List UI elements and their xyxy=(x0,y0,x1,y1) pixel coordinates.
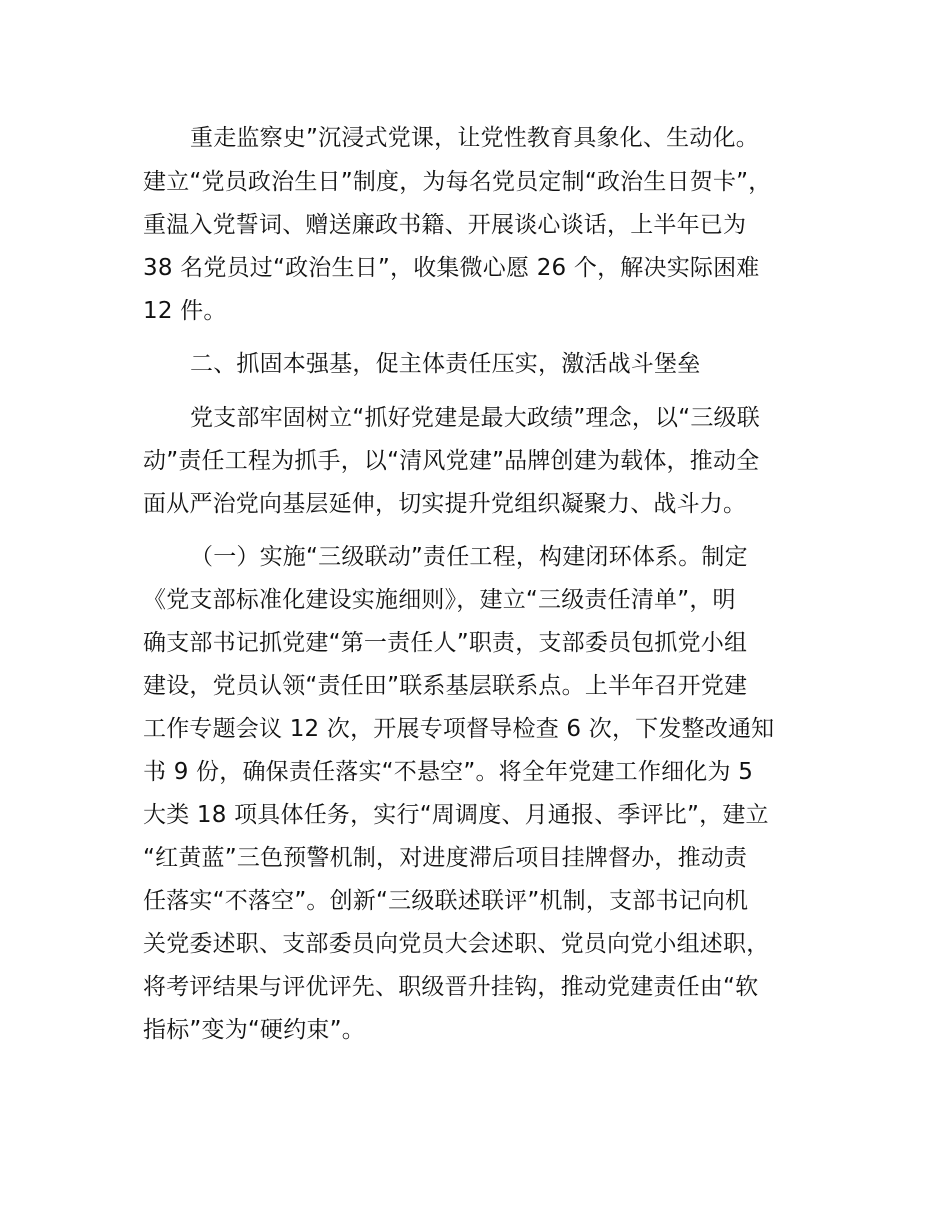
text-line: 面从严治党向基层延伸，切实提升党组织凝聚力、战斗力。 xyxy=(143,491,747,517)
text-line: 动”责任工程为抓手，以“清风党建”品牌创建为载体，推动全 xyxy=(143,448,760,474)
text-line: 重温入党誓词、赠送廉政书籍、开展谈心谈话，上半年已为 xyxy=(143,212,747,238)
text-line: “红黄蓝”三色预警机制，对进度滞后项目挂牌督办，推动责 xyxy=(143,845,748,871)
text-line: 工作专题会议 12 次，开展专项督导检查 6 次，下发整改通知 xyxy=(143,716,775,742)
text-line: 书 9 份，确保责任落实“不悬空”。将全年党建工作细化为 5 xyxy=(143,759,754,785)
text-line: 重走监察史”沉浸式党课，让党性教育具象化、生动化。 xyxy=(190,125,759,151)
text-line: 12 件。 xyxy=(143,298,227,324)
text-line: 关党委述职、支部委员向党员大会述职、党员向党小组述职， xyxy=(143,931,770,957)
text-line: 任落实“不落空”。创新“三级联述联评”机制，支部书记向机 xyxy=(143,888,749,914)
text-line: 38 名党员过“政治生日”，收集微心愿 26 个，解决实际困难 xyxy=(143,255,760,281)
text-line: 将考评结果与评优评先、职级晋升挂钩，推动党建责任由“软 xyxy=(143,974,759,1000)
text-line: 建立“党员政治生日”制度，为每名党员定制“政治生日贺卡”， xyxy=(143,169,772,195)
text-line: 指标”变为“硬约束”。 xyxy=(143,1017,365,1043)
subsection-start-line: （一）实施“三级联动”责任工程，构建闭环体系。制定 xyxy=(190,544,748,570)
section-heading: 二、抓固本强基，促主体责任压实，激活战斗堡垒 xyxy=(190,351,701,377)
text-line: 确支部书记抓党建“第一责任人”职责，支部委员包抓党小组 xyxy=(143,630,748,656)
text-line: 建设，党员认领“责任田”联系基层联系点。上半年召开党建 xyxy=(143,673,748,699)
text-line: 大类 18 项具体任务，实行“周调度、月通报、季评比”，建立 xyxy=(143,802,769,828)
text-line: 《党支部标准化建设实施细则》，建立“三级责任清单”，明 xyxy=(143,587,736,613)
text-line: 党支部牢固树立“抓好党建是最大政绩”理念，以“三级联 xyxy=(190,405,760,431)
